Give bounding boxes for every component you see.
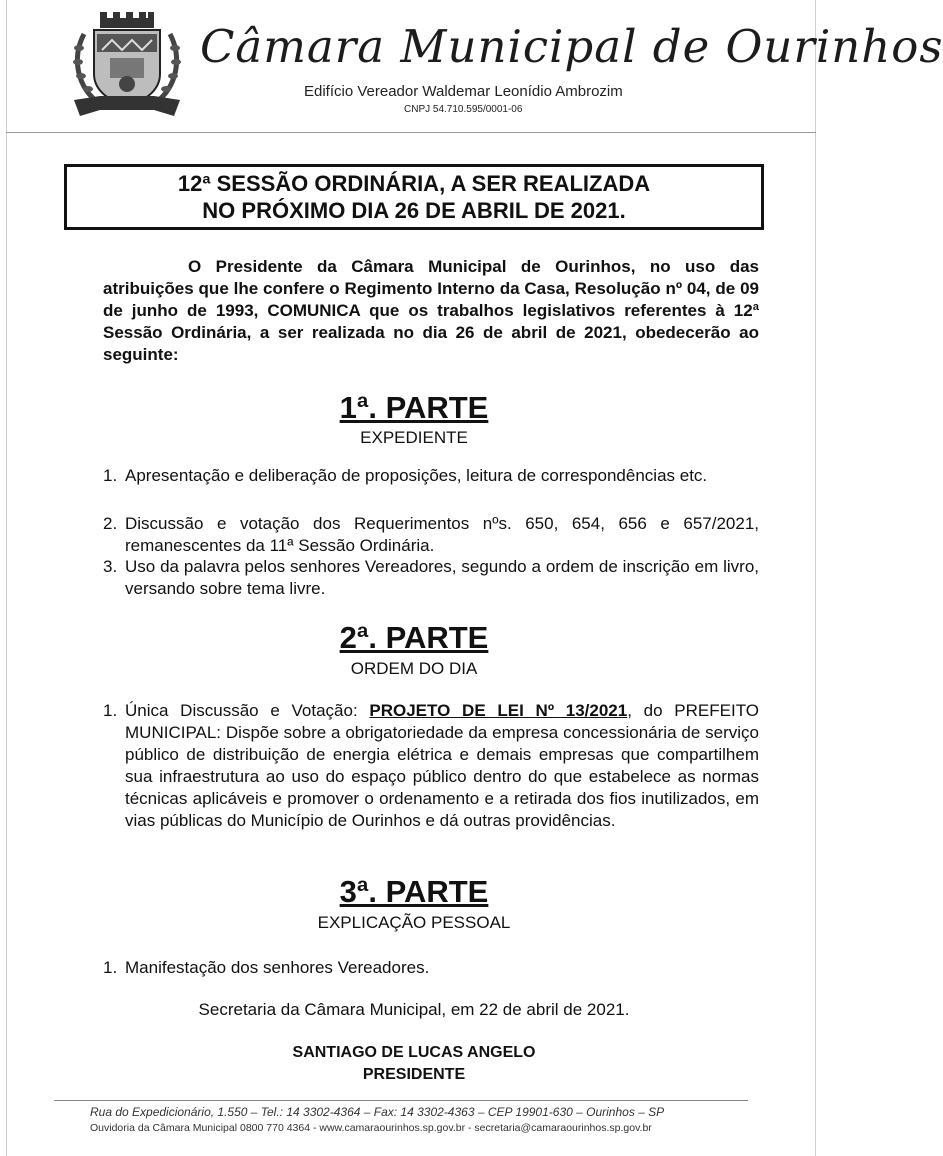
item-text: Manifestação dos senhores Vereadores. (125, 958, 430, 977)
letterhead (0, 0, 943, 132)
signatory-name: SANTIAGO DE LUCAS ANGELO (292, 1044, 536, 1061)
item-number: 1. (103, 701, 118, 720)
session-title-line1: 12ª SESSÃO ORDINÁRIA, A SER REALIZADA (177, 171, 651, 196)
footer-contact: Ouvidoria da Câmara Municipal 0800 770 4364 - www.camaraourinhos.sp.gov.br - secretaria@camaraourinhos.sp.gov.br (90, 1122, 652, 1134)
part1-title: 1ª. PARTE (339, 390, 489, 425)
item-number: 1. (103, 466, 118, 485)
municipal-crest-icon (70, 12, 184, 120)
institution-name: Câmara Municipal de Ourinhos (200, 20, 943, 73)
cnpj: CNPJ 54.710.595/0001-06 (404, 104, 523, 115)
signatory-role: PRESIDENTE (362, 1066, 466, 1083)
list-item (103, 957, 759, 979)
part3-title: 3ª. PARTE (339, 874, 489, 909)
list-item (103, 556, 759, 600)
bill-reference: PROJETO DE LEI Nº 13/2021 (369, 701, 628, 720)
item-text: Apresentação e deliberação de proposições, leitura de correspondências etc. (125, 466, 708, 485)
item-text (125, 700, 759, 832)
list-item (103, 513, 759, 557)
closing-line: Secretaria da Câmara Municipal, em 22 de abril de 2021. (198, 1000, 630, 1019)
part3-subtitle: EXPLICAÇÃO PESSOAL (317, 913, 511, 932)
session-title-line2: NO PRÓXIMO DIA 26 DE ABRIL DE 2021. (202, 198, 626, 223)
item-text: Uso da palavra pelos senhores Vereadores, segundo a ordem de inscrição em livro, versando sobre tema livre. (125, 557, 759, 598)
item-number: 2. (103, 514, 118, 533)
intro-paragraph: O Presidente da Câmara Municipal de Ourinhos, no uso das atribuições que lhe confere o Regimento Interno da Casa, Resolução nº 04, de 09 de junho de 1993, COMUNICA que os trabalhos legislativos referentes à 12ª Sessão Ordinária, a ser realizada no dia 26 de abril de 2021, obedecerão ao seguinte: (103, 257, 759, 364)
footer-address: Rua do Expedicionário, 1.550 – Tel.: 14 3302-4364 – Fax: 14 3302-4363 – CEP 19901-630 – Ourinhos – SP (90, 1105, 665, 1119)
header-divider (6, 132, 816, 133)
building-name: Edifício Vereador Waldemar Leonídio Ambrozim (304, 83, 623, 100)
footer-divider (54, 1100, 748, 1101)
part2-subtitle: ORDEM DO DIA (350, 659, 478, 678)
list-item (103, 465, 759, 487)
item-text-after: , do PREFEITO MUNICIPAL: Dispõe sobre a obrigatoriedade da empresa concessionária de serviço público de distribuição de energia elétrica e demais empresas que compartilhem sua infraestrutura ao uso do espaço público dentro do que estabelece as normas técnicas aplicáveis e promover o ordenamento e a retirada dos fios inutilizados, em vias públicas do Município de Ourinhos e dá outras providências. (125, 701, 759, 830)
item-number: 3. (103, 557, 118, 576)
item-number: 1. (103, 958, 118, 977)
list-item (103, 700, 759, 832)
session-title-box (64, 164, 764, 230)
item-text-before: Única Discussão e Votação: (125, 701, 370, 720)
part2-title: 2ª. PARTE (339, 620, 489, 655)
item-text: Discussão e votação dos Requerimentos nºs. 650, 654, 656 e 657/2021, remanescentes da 11ª Sessão Ordinária. (125, 514, 759, 555)
part1-subtitle: EXPEDIENTE (360, 428, 468, 447)
